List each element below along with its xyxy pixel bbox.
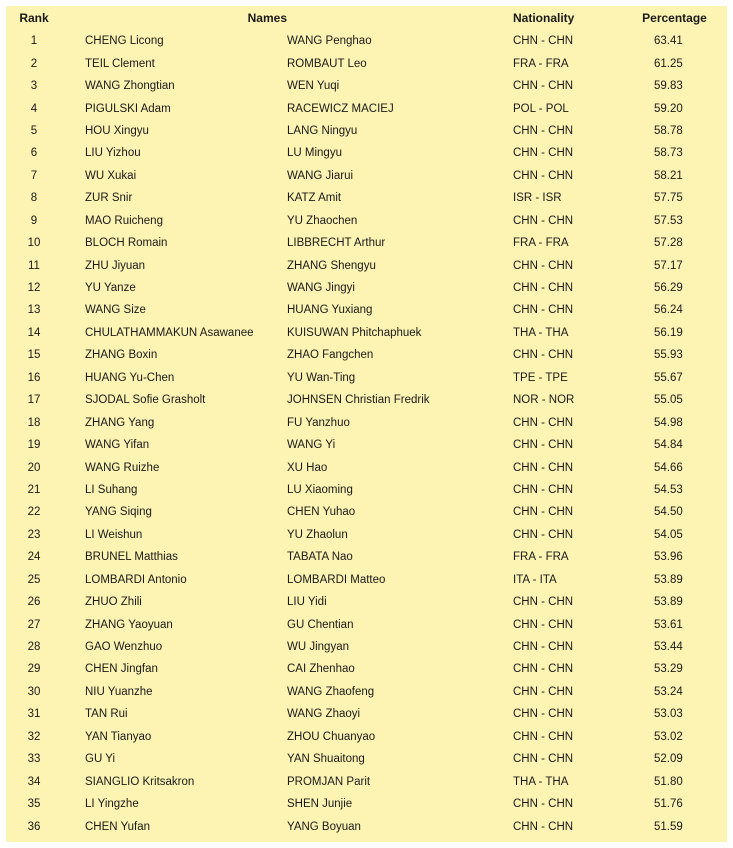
rank-cell: 30 bbox=[27, 685, 41, 698]
nationality-cell: CHN - CHN bbox=[513, 35, 574, 48]
table-row bbox=[6, 97, 727, 119]
player-2-name: LU Mingyu bbox=[287, 147, 342, 160]
percentage-cell: 58.73 bbox=[654, 147, 683, 160]
rank-cell: 20 bbox=[27, 461, 41, 474]
nationality-cell: THA - THA bbox=[513, 775, 569, 788]
table-row bbox=[6, 591, 727, 613]
player-1-name: PIGULSKI Adam bbox=[85, 102, 171, 115]
nationality-cell: CHN - CHN bbox=[513, 596, 574, 609]
player-1-name: GAO Wenzhuo bbox=[85, 641, 163, 654]
table-row bbox=[6, 30, 727, 52]
player-1-name: CHEN Yufan bbox=[85, 820, 150, 833]
percentage-cell: 59.20 bbox=[654, 102, 683, 115]
player-2-name: KUISUWAN Phitchaphuek bbox=[287, 326, 422, 339]
player-2-name: GU Chentian bbox=[287, 618, 354, 631]
nationality-cell: CHN - CHN bbox=[513, 439, 574, 452]
player-1-name: BLOCH Romain bbox=[85, 237, 168, 250]
percentage-cell: 58.21 bbox=[654, 169, 683, 182]
player-2-name: ZHAO Fangchen bbox=[287, 349, 374, 362]
nationality-cell: TPE - TPE bbox=[513, 371, 568, 384]
rank-cell: 4 bbox=[30, 102, 38, 115]
rank-cell: 35 bbox=[27, 798, 41, 811]
rank-cell: 1 bbox=[30, 35, 38, 48]
percentage-cell: 54.53 bbox=[654, 483, 683, 496]
nationality-cell: CHN - CHN bbox=[513, 147, 574, 160]
rank-cell: 29 bbox=[27, 663, 41, 676]
nationality-cell: CHN - CHN bbox=[513, 528, 574, 541]
table-row bbox=[6, 232, 727, 254]
rank-cell: 31 bbox=[27, 708, 41, 721]
rank-cell: 22 bbox=[27, 506, 41, 519]
player-2-name: YU Zhaochen bbox=[287, 214, 358, 227]
table-row bbox=[6, 120, 727, 142]
rank-cell: 11 bbox=[28, 259, 40, 272]
player-1-name: YANG Siqing bbox=[85, 506, 152, 519]
player-2-name: TABATA Nao bbox=[287, 551, 353, 564]
nationality-cell: NOR - NOR bbox=[513, 394, 575, 407]
player-1-name: TEIL Clement bbox=[85, 57, 155, 70]
player-2-name: CAI Zhenhao bbox=[287, 663, 355, 676]
player-1-name: MAO Ruicheng bbox=[85, 214, 163, 227]
player-2-name: ROMBAUT Leo bbox=[287, 57, 367, 70]
table-row bbox=[6, 636, 727, 658]
player-2-name: WANG Penghao bbox=[287, 35, 372, 48]
table-row bbox=[6, 613, 727, 635]
player-2-name: LIU Yidi bbox=[287, 596, 327, 609]
nationality-cell: THA - THA bbox=[513, 326, 569, 339]
table-row bbox=[6, 367, 727, 389]
nationality-cell: CHN - CHN bbox=[513, 820, 574, 833]
results-panel bbox=[6, 6, 727, 842]
rank-cell: 12 bbox=[27, 282, 41, 295]
percentage-cell: 53.24 bbox=[654, 685, 683, 698]
player-1-name: YAN Tianyao bbox=[85, 730, 152, 743]
percentage-cell: 55.05 bbox=[654, 394, 683, 407]
table-row bbox=[6, 75, 727, 97]
rank-cell: 34 bbox=[27, 775, 41, 788]
player-2-name: YANG Boyuan bbox=[287, 820, 361, 833]
rank-cell: 15 bbox=[27, 349, 41, 362]
player-2-name: ZHOU Chuanyao bbox=[287, 730, 376, 743]
rank-cell: 5 bbox=[30, 124, 38, 137]
player-1-name: WANG Zhongtian bbox=[85, 80, 175, 93]
rank-cell: 7 bbox=[30, 169, 38, 182]
percentage-cell: 57.17 bbox=[654, 259, 683, 272]
table-row bbox=[6, 187, 727, 209]
nationality-cell: CHN - CHN bbox=[513, 282, 574, 295]
rank-cell: 8 bbox=[30, 192, 38, 205]
player-1-name: WANG Ruizhe bbox=[85, 461, 160, 474]
player-2-name: SHEN Junjie bbox=[287, 798, 353, 811]
player-1-name: ZHUO Zhili bbox=[85, 596, 142, 609]
player-2-name: WANG Jingyi bbox=[287, 282, 355, 295]
rank-cell: 36 bbox=[27, 820, 41, 833]
percentage-cell: 51.59 bbox=[654, 820, 683, 833]
nationality-cell: CHN - CHN bbox=[513, 641, 574, 654]
rank-cell: 28 bbox=[27, 641, 41, 654]
player-1-name: WANG Size bbox=[85, 304, 146, 317]
percentage-cell: 53.89 bbox=[654, 573, 683, 586]
rank-cell: 6 bbox=[30, 147, 38, 160]
rank-cell: 33 bbox=[27, 753, 41, 766]
table-row bbox=[6, 254, 727, 276]
player-2-name: LU Xiaoming bbox=[287, 483, 353, 496]
rank-cell: 25 bbox=[27, 573, 41, 586]
percentage-cell: 58.78 bbox=[654, 124, 683, 137]
percentage-cell: 55.93 bbox=[654, 349, 683, 362]
table-row bbox=[6, 770, 727, 792]
table-row bbox=[6, 479, 727, 501]
percentage-cell: 55.67 bbox=[654, 371, 683, 384]
player-2-name: PROMJAN Parit bbox=[287, 775, 371, 788]
player-1-name: LI Suhang bbox=[85, 483, 138, 496]
player-1-name: HOU Xingyu bbox=[85, 124, 149, 137]
player-1-name: BRUNEL Matthias bbox=[85, 551, 178, 564]
percentage-cell: 57.28 bbox=[654, 237, 683, 250]
nationality-cell: CHN - CHN bbox=[513, 80, 574, 93]
player-2-name: WANG Yi bbox=[287, 439, 336, 452]
table-row bbox=[6, 569, 727, 591]
rank-cell: 21 bbox=[27, 483, 41, 496]
player-2-name: WANG Zhaofeng bbox=[287, 685, 375, 698]
nationality-cell: CHN - CHN bbox=[513, 461, 574, 474]
nationality-cell: CHN - CHN bbox=[513, 506, 574, 519]
nationality-cell: FRA - FRA bbox=[513, 551, 569, 564]
nationality-cell: CHN - CHN bbox=[513, 214, 574, 227]
table-row bbox=[6, 726, 727, 748]
percentage-header: Percentage bbox=[642, 11, 707, 25]
player-1-name: LI Weishun bbox=[85, 528, 143, 541]
table-row bbox=[6, 456, 727, 478]
percentage-cell: 59.83 bbox=[654, 80, 683, 93]
player-1-name: CHULATHAMMAKUN Asawanee bbox=[85, 326, 254, 339]
rank-cell: 32 bbox=[27, 730, 41, 743]
rank-cell: 18 bbox=[27, 416, 41, 429]
rank-cell: 26 bbox=[27, 596, 41, 609]
percentage-cell: 53.96 bbox=[654, 551, 683, 564]
nationality-cell: CHN - CHN bbox=[513, 618, 574, 631]
nationality-cell: FRA - FRA bbox=[513, 237, 569, 250]
player-1-name: SIANGLIO Kritsakron bbox=[85, 775, 195, 788]
player-1-name: HUANG Yu-Chen bbox=[85, 371, 175, 384]
table-row bbox=[6, 299, 727, 321]
nationality-cell: CHN - CHN bbox=[513, 416, 574, 429]
percentage-cell: 51.80 bbox=[654, 775, 683, 788]
percentage-cell: 53.89 bbox=[654, 596, 683, 609]
player-1-name: CHEN Jingfan bbox=[85, 663, 158, 676]
player-2-name: WEN Yuqi bbox=[287, 80, 340, 93]
player-1-name: LI Yingzhe bbox=[85, 798, 139, 811]
percentage-cell: 54.98 bbox=[654, 416, 683, 429]
percentage-cell: 54.50 bbox=[654, 506, 683, 519]
rank-cell: 24 bbox=[27, 551, 41, 564]
nationality-cell: CHN - CHN bbox=[513, 169, 574, 182]
rank-cell: 23 bbox=[27, 528, 41, 541]
player-1-name: SJODAL Sofie Grasholt bbox=[85, 394, 206, 407]
rank-cell: 9 bbox=[30, 214, 38, 227]
nationality-cell: CHN - CHN bbox=[513, 259, 574, 272]
player-2-name: WANG Zhaoyi bbox=[287, 708, 361, 721]
player-1-name: NIU Yuanzhe bbox=[85, 685, 153, 698]
percentage-cell: 57.75 bbox=[654, 192, 683, 205]
percentage-cell: 54.05 bbox=[654, 528, 683, 541]
names-header: Names bbox=[247, 11, 287, 25]
rank-cell: 19 bbox=[27, 439, 41, 452]
table-row bbox=[6, 501, 727, 523]
player-1-name: ZHANG Yaoyuan bbox=[85, 618, 173, 631]
table-row bbox=[6, 546, 727, 568]
rank-cell: 13 bbox=[27, 304, 41, 317]
table-row bbox=[6, 277, 727, 299]
percentage-cell: 53.61 bbox=[654, 618, 683, 631]
rank-header: Rank bbox=[19, 11, 49, 25]
nationality-cell: FRA - FRA bbox=[513, 57, 569, 70]
player-1-name: TAN Rui bbox=[85, 708, 128, 721]
table-row bbox=[6, 411, 727, 433]
percentage-cell: 51.76 bbox=[654, 798, 683, 811]
player-1-name: CHENG Licong bbox=[85, 35, 164, 48]
nationality-header: Nationality bbox=[513, 11, 575, 25]
player-1-name: LIU Yizhou bbox=[85, 147, 141, 160]
results-body bbox=[6, 30, 727, 838]
percentage-cell: 57.53 bbox=[654, 214, 683, 227]
rank-cell: 16 bbox=[27, 371, 41, 384]
nationality-cell: CHN - CHN bbox=[513, 730, 574, 743]
player-2-name: WU Jingyan bbox=[287, 641, 349, 654]
player-2-name: HUANG Yuxiang bbox=[287, 304, 373, 317]
table-row bbox=[6, 322, 727, 344]
table-row bbox=[6, 434, 727, 456]
rank-cell: 3 bbox=[30, 80, 38, 93]
nationality-cell: CHN - CHN bbox=[513, 304, 574, 317]
player-2-name: ZHANG Shengyu bbox=[287, 259, 376, 272]
nationality-cell: ITA - ITA bbox=[513, 573, 557, 586]
player-2-name: JOHNSEN Christian Fredrik bbox=[287, 394, 430, 407]
percentage-cell: 56.24 bbox=[654, 304, 683, 317]
rank-cell: 10 bbox=[27, 237, 41, 250]
table-row bbox=[6, 142, 727, 164]
nationality-cell: CHN - CHN bbox=[513, 124, 574, 137]
rank-cell: 14 bbox=[27, 326, 41, 339]
nationality-cell: CHN - CHN bbox=[513, 483, 574, 496]
percentage-cell: 56.29 bbox=[654, 282, 683, 295]
percentage-cell: 54.66 bbox=[654, 461, 683, 474]
table-row bbox=[6, 344, 727, 366]
table-row bbox=[6, 524, 727, 546]
player-2-name: YU Zhaolun bbox=[287, 528, 348, 541]
player-2-name: CHEN Yuhao bbox=[287, 506, 356, 519]
nationality-cell: CHN - CHN bbox=[513, 663, 574, 676]
table-row bbox=[6, 165, 727, 187]
percentage-cell: 53.44 bbox=[654, 641, 683, 654]
rank-cell: 2 bbox=[30, 57, 38, 70]
nationality-cell: ISR - ISR bbox=[513, 192, 562, 205]
player-1-name: ZHANG Boxin bbox=[85, 349, 158, 362]
player-2-name: YU Wan-Ting bbox=[287, 371, 356, 384]
percentage-cell: 52.09 bbox=[654, 753, 683, 766]
percentage-cell: 53.03 bbox=[654, 708, 683, 721]
percentage-cell: 53.02 bbox=[654, 730, 683, 743]
nationality-cell: CHN - CHN bbox=[513, 349, 574, 362]
player-2-name: KATZ Amit bbox=[287, 192, 342, 205]
table-row bbox=[6, 703, 727, 725]
header-row bbox=[6, 6, 727, 30]
nationality-cell: CHN - CHN bbox=[513, 798, 574, 811]
nationality-cell: CHN - CHN bbox=[513, 708, 574, 721]
table-row bbox=[6, 389, 727, 411]
table-row bbox=[6, 210, 727, 232]
rank-cell: 27 bbox=[27, 618, 41, 631]
player-1-name: ZUR Snir bbox=[85, 192, 133, 205]
player-1-name: YU Yanze bbox=[85, 282, 136, 295]
rank-cell: 17 bbox=[27, 394, 41, 407]
player-2-name: LIBBRECHT Arthur bbox=[287, 237, 386, 250]
nationality-cell: CHN - CHN bbox=[513, 753, 574, 766]
table-row bbox=[6, 52, 727, 74]
table-row bbox=[6, 815, 727, 837]
percentage-cell: 54.84 bbox=[654, 439, 683, 452]
nationality-cell: CHN - CHN bbox=[513, 685, 574, 698]
player-1-name: ZHANG Yang bbox=[85, 416, 155, 429]
results-table bbox=[6, 6, 727, 838]
player-1-name: ZHU Jiyuan bbox=[85, 259, 146, 272]
table-row bbox=[6, 658, 727, 680]
names-header-spacer bbox=[287, 6, 513, 30]
player-2-name: LOMBARDI Matteo bbox=[287, 573, 386, 586]
player-2-name: LANG Ningyu bbox=[287, 124, 358, 137]
percentage-cell: 61.25 bbox=[654, 57, 683, 70]
player-1-name: GU Yi bbox=[85, 753, 116, 766]
player-1-name: LOMBARDI Antonio bbox=[85, 573, 187, 586]
table-row bbox=[6, 793, 727, 815]
percentage-cell: 53.29 bbox=[654, 663, 683, 676]
percentage-cell: 56.19 bbox=[654, 326, 683, 339]
player-2-name: YAN Shuaitong bbox=[287, 753, 365, 766]
player-2-name: RACEWICZ MACIEJ bbox=[287, 102, 394, 115]
player-1-name: WANG Yifan bbox=[85, 439, 150, 452]
player-2-name: XU Hao bbox=[287, 461, 328, 474]
table-row bbox=[6, 681, 727, 703]
player-2-name: FU Yanzhuo bbox=[287, 416, 350, 429]
table-row bbox=[6, 748, 727, 770]
percentage-cell: 63.41 bbox=[654, 35, 683, 48]
nationality-cell: POL - POL bbox=[513, 102, 569, 115]
player-1-name: WU Xukai bbox=[85, 169, 137, 182]
player-2-name: WANG Jiarui bbox=[287, 169, 354, 182]
